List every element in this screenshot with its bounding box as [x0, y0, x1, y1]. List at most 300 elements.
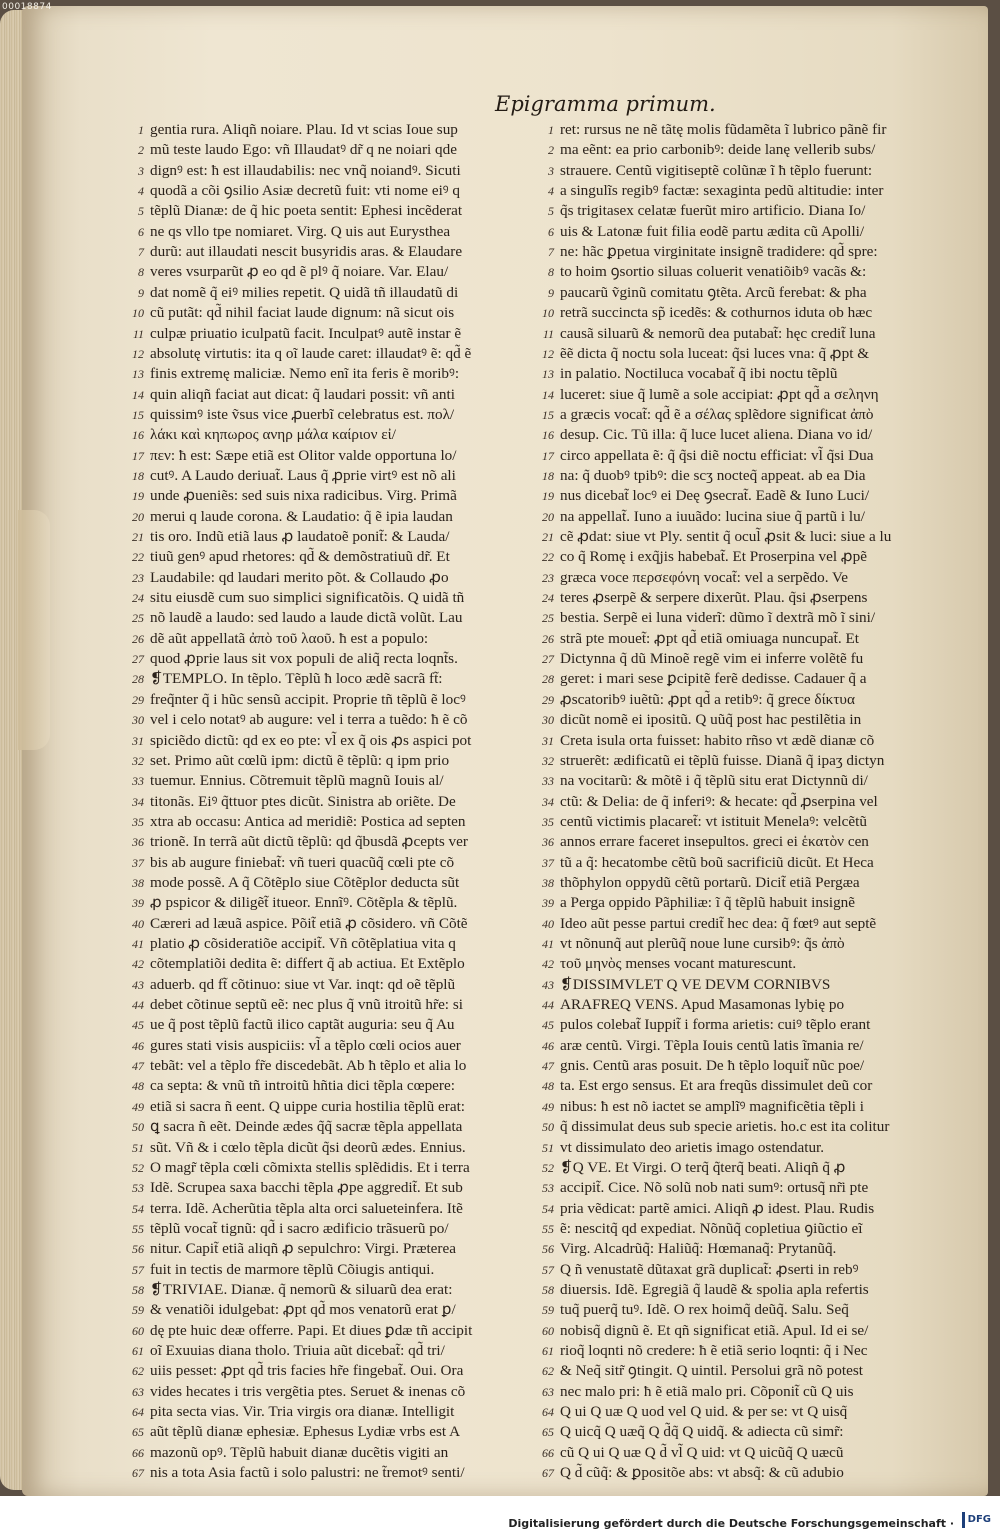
line-number: 67	[132, 1466, 144, 1481]
text-line	[138, 140, 550, 160]
line-number: 48	[542, 1079, 554, 1094]
text-line	[132, 710, 550, 730]
text-line	[132, 792, 550, 812]
line-number: 47	[542, 1059, 554, 1074]
line-text: aũt tẽplũ dianæ ephesiæ. Ephesus Lydiæ vrbs est A	[150, 1423, 461, 1441]
line-number: 33	[542, 774, 554, 789]
line-text: set. Primo aũt cœlũ ipm: dictũ ẽ tẽplũ: q ipm prio	[150, 751, 450, 769]
text-line	[132, 1300, 550, 1320]
page-tab-marker	[18, 510, 50, 750]
line-number: 33	[132, 774, 144, 789]
line-number: 47	[132, 1059, 144, 1074]
line-number: 19	[132, 489, 144, 504]
line-text: quodã a cõi ꝯsilio Asiæ decretũ fuit: vti nome eiꝰ q	[150, 182, 460, 200]
text-line	[132, 1382, 550, 1402]
text-line	[542, 853, 955, 873]
line-text: Q ñ venustatẽ dũtaxat grã duplicat̃: ꝓserti in rebꝰ	[560, 1260, 859, 1278]
text-line	[132, 507, 550, 527]
text-line	[132, 975, 550, 995]
text-line	[542, 1402, 955, 1422]
text-line	[132, 690, 550, 710]
line-number: 61	[542, 1344, 554, 1358]
line-number: 46	[132, 1038, 144, 1053]
line-number: 26	[542, 631, 554, 646]
text-line	[132, 547, 550, 567]
line-text: bestia. Serpẽ ei luna viderĩ: dũmo ĩ dextrã mõ ĩ sini/	[560, 609, 876, 627]
line-number: 60	[542, 1323, 554, 1338]
line-text: freq̃nter q̃ i hũc sensũ accipit. Proprie tñ tẽplũ ẽ locꝰ	[150, 690, 466, 708]
text-line	[542, 934, 955, 954]
line-number: 26	[132, 631, 144, 646]
text-line	[542, 527, 955, 547]
text-line	[542, 568, 955, 588]
line-number: 55	[542, 1221, 554, 1236]
text-line	[542, 1056, 955, 1076]
text-line	[132, 527, 550, 547]
line-number: 63	[542, 1384, 554, 1399]
line-number: 57	[132, 1262, 144, 1277]
line-text: a Perga oppido Pãphiliæ: ĩ q̃ tẽplũ habuit insignẽ	[560, 894, 856, 912]
text-line	[132, 1076, 550, 1096]
text-line	[542, 608, 955, 628]
line-text: durũ: aut illaudati nescit busyridis aras. & Elaudare	[150, 243, 463, 261]
line-text: ẽẽ dicta q̃ noctu sola luceat: q̃si luces vna: q̃ ꝓpt &	[560, 344, 870, 362]
line-number: 4	[138, 184, 144, 199]
line-text: ue q̃ post tẽplũ factũ ilico captãt auguria: seu q̃ Au	[150, 1016, 455, 1034]
text-line	[542, 588, 955, 608]
line-number: 8	[138, 265, 144, 280]
line-number: 16	[542, 428, 554, 443]
line-text: causã siluarũ & nemorũ dea putabat̃: hęc credit̃ luna	[560, 324, 876, 342]
line-text: accipit̃. Cice. Nõ solũ nob nati sumꝰ: ortusq̃ nr̃i pte	[560, 1179, 869, 1197]
line-text: Virg. Alcadrũq̃: Haliũq̃: Hœmanaq̃: Prytanũq̃.	[560, 1240, 837, 1258]
running-head: Epigramma primum.	[495, 92, 716, 116]
line-text: ❡Q VE. Et Virgi. O terq̃ q̃terq̃ beati. Aliqñ q̃ ꝓ	[560, 1158, 846, 1176]
line-text: spiciẽdo dictũ: qd ex eo pte: vl̃ ex q̃ ois ꝓs aspici pot	[150, 731, 472, 749]
text-line	[542, 425, 955, 445]
line-number: 48	[132, 1079, 144, 1094]
line-number: 67	[542, 1466, 554, 1481]
line-text: tuq̃ puerq̃ tuꝰ. Idẽ. O rex hoimq̃ deũq̃. Salu. Seq̃	[560, 1301, 849, 1319]
line-text: dignꝰ est: ħ est illaudabilis: nec vnq̃ noiandꝰ. Sicuti	[150, 161, 461, 179]
line-number: 27	[542, 652, 554, 667]
line-number: 13	[132, 367, 144, 382]
line-text: tũ a q̃: hecatombe cẽtũ boũ sacrificiũ dicũt. Et Heca	[560, 853, 874, 871]
line-text: uiis pesset: ꝓpt qd̃ tris facies hr̃e fingebat̃. Oui. Ora	[150, 1362, 464, 1380]
line-number: 59	[132, 1303, 144, 1318]
line-number: 24	[132, 591, 144, 606]
line-number: 56	[132, 1242, 144, 1257]
text-line	[542, 324, 955, 344]
line-number: 11	[542, 326, 554, 341]
text-line	[542, 1463, 955, 1483]
text-line	[132, 853, 550, 873]
line-number: 4	[548, 184, 554, 199]
line-text: in palatio. Noctiluca vocabat̃ q̃ ibi noctu tẽplũ	[560, 365, 838, 383]
text-line	[542, 975, 955, 995]
line-text: mũ teste laudo Ego: vñ Illaudatꝰ dr̃ q ne noiari qde	[150, 141, 457, 159]
line-number: 56	[542, 1242, 554, 1257]
line-number: 53	[542, 1181, 554, 1196]
text-line	[542, 1097, 955, 1117]
line-number: 44	[132, 998, 144, 1013]
line-number: 51	[542, 1140, 554, 1155]
text-line	[132, 1422, 550, 1442]
line-number: 21	[542, 530, 554, 544]
line-text: aduerb. qd ft̃ cõtinuo: siue vt Var. inqt: qd oẽ tẽplũ	[150, 975, 456, 993]
line-text: geret: i mari sese ꝑcipitẽ ferẽ dedisse. Cadauer q̃ a	[560, 670, 867, 688]
line-text: ❡DISSIMVLET Q VE DEVM CORNIBVS	[560, 975, 831, 993]
line-number: 9	[138, 285, 144, 300]
line-number: 46	[542, 1038, 554, 1053]
line-number: 45	[542, 1018, 554, 1033]
line-text: centũ victimis placaret̃: vt istituit Menelaꝰ: velcẽtũ	[560, 812, 867, 830]
line-text: cũ Q ui Q uæ Q d̃ vl̃ Q uid: vt Q uicũq̃ Q uæcũ	[560, 1443, 844, 1461]
line-text: pria vẽdicat: partẽ amici. Aliqñ ꝓ idest. Plau. Rudis	[560, 1199, 875, 1217]
line-text: co q̃ Romę i exq̃jis habebat̃. Et Proserpina vel ꝓpẽ	[560, 548, 867, 566]
line-number: 18	[132, 468, 144, 483]
line-text: ta. Est ergo sensus. Et ara freqũs dissimulet deũ cor	[560, 1077, 873, 1095]
text-line	[542, 731, 955, 751]
text-line	[132, 425, 550, 445]
text-line	[542, 1036, 955, 1056]
text-line	[542, 1443, 955, 1463]
line-text: q̃ dissimulat deus sub specie arietis. ho.c est ita colitur	[560, 1118, 890, 1136]
text-line	[542, 1158, 955, 1178]
line-number: 11	[132, 326, 144, 341]
line-text: ca septa: & vnũ tñ introitũ hñtia dici tẽpla cœpere:	[150, 1077, 455, 1095]
text-line	[542, 364, 955, 384]
line-text: dẽ aũt appellatã ἀπὸ τοῦ λαοῦ. ħ est a populo:	[150, 629, 429, 647]
text-line	[542, 1076, 955, 1096]
text-line	[542, 649, 955, 669]
text-line	[542, 954, 955, 974]
text-line	[132, 995, 550, 1015]
text-line	[132, 812, 550, 832]
text-line	[132, 934, 550, 954]
line-text: græca voce περσεφόνη vocat̃: vel a serpẽdo. Ve	[560, 568, 849, 586]
text-line	[132, 1138, 550, 1158]
line-number: 61	[132, 1344, 144, 1358]
footer-credit: Digitalisierung gefördert durch die Deutsche Forschungsgemeinschaft ·	[508, 1517, 954, 1530]
line-text: etiã si sacra ñ eent. Q uippe curia hostilia tẽplũ erat:	[150, 1097, 466, 1115]
line-number: 52	[132, 1160, 144, 1175]
line-number: 18	[542, 468, 554, 483]
line-text: mazonũ opꝰ. Tẽplũ habuit dianæ ducẽtis vigiti an	[150, 1443, 449, 1461]
line-number: 14	[132, 387, 144, 402]
line-number: 42	[132, 957, 144, 972]
line-text: tẽplũ vocat̃ tignũ: qd̃ i sacro ædificio trãsuerũ po/	[150, 1219, 449, 1237]
line-text: a singulĩs regibꝰ factæ: sexaginta pedũ altitudie: inter	[560, 182, 884, 200]
text-line	[542, 405, 955, 425]
text-line	[542, 303, 955, 323]
text-line	[132, 303, 550, 323]
text-line	[138, 283, 550, 303]
text-line	[132, 629, 550, 649]
line-number: 58	[132, 1282, 144, 1297]
line-number: 41	[132, 937, 144, 951]
line-text: pulos colebat̃ Iuppit̃ i forma arietis: cuiꝰ tẽplo erant	[560, 1016, 871, 1034]
line-number: 44	[542, 998, 554, 1013]
line-number: 55	[132, 1221, 144, 1236]
text-line	[542, 1422, 955, 1442]
line-text: gentia rura. Aliqñ noiare. Plau. Id vt scias Ioue sup	[150, 121, 458, 138]
text-line	[132, 364, 550, 384]
line-text: tiuũ genꝰ apud rhetores: qd̃ & demõstratiuũ dr̃. Et	[150, 548, 450, 566]
line-text: absolutę virtutis: ita q oĩ laude caret: illaudatꝰ ẽ: qd̃ ẽ	[150, 344, 472, 362]
text-line	[138, 120, 550, 140]
line-number: 59	[542, 1303, 554, 1318]
line-number: 66	[542, 1445, 554, 1460]
line-text: na vocitarũ: & mõtẽ i q̃ tẽplũ situ erat Dictynnũ di/	[560, 772, 868, 790]
line-number: 10	[132, 306, 144, 321]
text-line	[132, 324, 550, 344]
line-number: 2	[138, 143, 144, 158]
line-number: 8	[548, 265, 554, 280]
line-text: uis & Latonæ fuit filia eodẽ partu ædita cũ Apolli/	[560, 222, 865, 240]
text-line	[542, 873, 955, 893]
text-line	[138, 242, 550, 262]
line-text: annos errare faceret insepultos. greci ei ἑκατὸν cen	[560, 833, 869, 851]
text-line	[542, 1280, 955, 1300]
line-text: tis oro. Indũ etiã laus ꝓ laudatoẽ ponit̃: & Lauda/	[150, 528, 450, 545]
line-text: vt dissimulato deo arietis imago ostendatur.	[560, 1138, 825, 1156]
line-number: 39	[542, 896, 554, 911]
line-number: 22	[542, 550, 554, 565]
text-line	[132, 466, 550, 486]
line-text: nus dicebat̃ locꝰ ei Deę ꝯsecrat̃. Eadẽ & Iuno Luci/	[560, 487, 870, 505]
line-number: 58	[542, 1282, 554, 1297]
line-text: Cæreri ad læuã aspice. Põit̃ etiã ꝓ cõsidero. vñ Cõtẽ	[150, 914, 468, 932]
text-line	[542, 486, 955, 506]
text-line	[132, 751, 550, 771]
line-text: pita secta vias. Vir. Tria virgis ora dianæ. Intelligit	[150, 1403, 455, 1421]
line-text: cũ putãt: qd̃ nihil faciat laude dignum: nã sicut ois	[150, 304, 455, 322]
line-number: 17	[132, 448, 144, 463]
text-line	[542, 1361, 955, 1381]
line-text: λάκι καὶ κηπωρος ανηρ μάλα καίριον εἰ/	[150, 426, 396, 444]
line-number: 60	[132, 1323, 144, 1338]
line-text: culpæ priuatio iculpatũ facit. Inculpatꝰ autẽ instar ẽ	[150, 324, 462, 342]
text-line	[542, 385, 955, 405]
text-line	[132, 1158, 550, 1178]
line-text: nibus: ħ est nõ iactet se amplĩꝰ magnificẽtia tẽpli i	[560, 1097, 864, 1115]
text-line	[132, 405, 550, 425]
text-line	[138, 181, 550, 201]
text-line	[132, 1341, 550, 1361]
line-text: merui q laude corona. & Laudatio: q̃ ẽ ipia laudan	[150, 507, 453, 525]
line-text: vides hecates i tris vergẽtia ptes. Seruet & inenas cõ	[150, 1382, 466, 1400]
text-line	[132, 893, 550, 913]
line-text: xtra ab occasu: Antica ad meridiẽ: Postica ad septen	[150, 812, 466, 830]
line-number: 9	[548, 285, 554, 300]
line-text: ❡TRIVIAE. Dianæ. q̃ nemorũ & siluarũ dea erat:	[150, 1280, 453, 1298]
text-line	[132, 1280, 550, 1300]
line-text: ret: rursus ne nẽ tãtę molis fũdamẽta ĩ lubrico pãnẽ fir	[560, 121, 887, 138]
text-line	[132, 1178, 550, 1198]
line-number: 30	[132, 713, 144, 728]
line-text: cutꝰ. A Laudo deriuat̃. Laus q̃ ꝓprie virtꝰ est nõ ali	[150, 466, 456, 484]
line-text: cẽ ꝓdat: siue vt Ply. sentit q̃ ocul̃ ꝓsit & luci: siue a lu	[560, 528, 892, 545]
text-line	[548, 201, 955, 221]
line-text: struerẽt: ædificatũ ei tẽplũ fuisse. Dianã q̃ ipaʒ dictyn	[560, 751, 885, 769]
text-line	[542, 792, 955, 812]
line-number: 21	[132, 530, 144, 544]
line-number: 29	[542, 692, 554, 707]
line-text: sũt. Vñ & i cœlo tẽpla dicũt q̃si deorũ ædes. Ennius.	[150, 1138, 466, 1156]
line-number: 2	[548, 143, 554, 158]
text-line	[138, 161, 550, 181]
line-number: 23	[542, 570, 554, 585]
line-text: ẽ: nescitq̃ qd expediat. Nõnũq̃ copletiua ꝯiũctio eĩ	[560, 1219, 863, 1237]
line-number: 51	[132, 1140, 144, 1155]
line-text: mode possẽ. A q̃ Cõtẽplo siue Cõtẽplor deducta sũt	[150, 873, 460, 891]
text-line	[132, 1036, 550, 1056]
text-line	[132, 1015, 550, 1035]
line-text: finis extremę maliciæ. Nemo enĩ ita feris ẽ moribꝰ:	[150, 365, 460, 383]
line-number: 45	[132, 1018, 144, 1033]
line-number: 34	[132, 794, 144, 809]
text-line	[548, 181, 955, 201]
text-line	[132, 1219, 550, 1239]
line-text: tẽplũ Dianæ: de q̃ hic poeta sentit: Ephesi incẽderat	[150, 202, 463, 220]
text-line	[542, 1199, 955, 1219]
text-line	[542, 1239, 955, 1259]
line-number: 40	[542, 916, 554, 931]
text-line	[132, 385, 550, 405]
line-number: 39	[132, 896, 144, 911]
text-line	[132, 914, 550, 934]
line-number: 32	[542, 753, 554, 768]
line-text: dę pte huic deæ offerre. Papi. Et diues ꝑdæ tñ accipit	[150, 1321, 473, 1339]
line-number: 31	[542, 733, 554, 748]
text-line	[132, 1199, 550, 1219]
line-text: luceret: siue q̃ lumẽ a sole accipiat: ꝓpt qd̃ a σεληνη	[560, 385, 879, 403]
line-text: & venatiõi idulgebat: ꝓpt qd̃ mos venatorũ erat ꝑ/	[150, 1301, 456, 1319]
text-line	[132, 1239, 550, 1259]
line-number: 36	[132, 835, 144, 850]
line-text: na: q̃ duobꝰ tpibꝰ: die scʒ nocteq̃ appeat. ab ea Dia	[560, 466, 866, 484]
line-text: titonãs. Eiꝰ q̃ttuor ptes dicũt. Sinistra ab oriẽte. De	[150, 792, 456, 810]
line-text: quod ꝓprie laus sit vox populi de aliq̃ recta loqnt̃s.	[150, 650, 458, 668]
line-text: Idẽ. Scrupea saxa bacchi tẽpla ꝓpe aggredit̃. Et sub	[150, 1179, 463, 1197]
line-number: 3	[548, 163, 554, 178]
text-line	[132, 832, 550, 852]
text-line	[132, 588, 550, 608]
text-line	[548, 262, 955, 282]
line-number: 6	[138, 224, 144, 239]
line-text: ꝗ sacra ñ eẽt. Deinde ædes q̃q̃ sacræ tẽpla appellata	[150, 1118, 463, 1136]
line-text: vt nõnunq̃ aut plerũq̃ noue lune cursibꝰ: q̃s ἀπὸ	[560, 935, 845, 952]
line-text: vel i celo notatꝰ ab augure: vel i terra a tuẽdo: ħ ẽ cõ	[150, 711, 468, 729]
line-text: tuemur. Ennius. Cõtremuit tẽplũ magnũ Iouis al/	[150, 772, 444, 790]
line-text: circo appellata ẽ: q̃ q̃si diẽ noctu efficiat: vl̃ q̃si Dua	[560, 446, 874, 464]
line-text: unde ꝓueniẽs: sed suis nixa radicibus. Virg. Primã	[150, 487, 457, 505]
text-line	[542, 1300, 955, 1320]
line-number: 5	[138, 204, 144, 219]
line-number: 27	[132, 652, 144, 667]
line-number: 36	[542, 835, 554, 850]
line-text: nitur. Capit̃ etiã aliqñ ꝓ sepulchro: Virgi. Præterea	[150, 1240, 456, 1258]
line-number: 15	[542, 407, 554, 422]
dfg-logo: DFG	[962, 1512, 994, 1528]
line-number: 43	[542, 977, 554, 992]
line-number: 28	[132, 672, 144, 687]
line-number: 64	[132, 1405, 144, 1420]
line-text: τοῦ μηνὸς menses vocant maturescunt.	[560, 955, 797, 973]
text-line	[542, 547, 955, 567]
line-text: nis a tota Asia factũ i solo palustri: ne t̃remotꝰ senti/	[150, 1464, 465, 1482]
scan-signature: 00018874	[2, 2, 52, 12]
line-text: teres ꝓserpẽ & serpere dixerũt. Plau. q̃si ꝓserpens	[560, 589, 868, 607]
text-line	[542, 466, 955, 486]
line-number: 43	[132, 977, 144, 992]
line-number: 14	[542, 387, 554, 402]
line-number: 5	[548, 204, 554, 219]
line-number: 19	[542, 489, 554, 504]
line-number: 54	[542, 1201, 554, 1216]
line-text: cõtemplatiõi dedita ẽ: differt q̃ ab actiua. Et Extẽplo	[150, 955, 465, 973]
line-number: 6	[548, 224, 554, 239]
line-number: 50	[542, 1120, 554, 1135]
text-line	[132, 1056, 550, 1076]
line-number: 53	[132, 1181, 144, 1196]
text-line	[132, 873, 550, 893]
line-number: 34	[542, 794, 554, 809]
text-line	[542, 1015, 955, 1035]
line-text: ꝓscatoribꝰ iuẽtũ: ꝓpt qd̃ a retibꝰ: q̃ grece δίκτυα	[560, 690, 855, 708]
line-text: fuit in tectis de marmore tẽplũ Cõiugis antiqui.	[150, 1260, 435, 1278]
line-number: 42	[542, 957, 554, 972]
text-line	[542, 507, 955, 527]
line-text: Q d̃ cũq̃: & ꝑpositõe abs: vt absq̃: & cũ adubio	[560, 1464, 844, 1482]
line-text: debet cõtinue septũ eẽ: nec plus q̃ vnũ itroitũ hr̃e: si	[150, 996, 463, 1014]
line-number: 24	[542, 591, 554, 606]
text-line	[542, 690, 955, 710]
text-line	[548, 222, 955, 242]
line-text: to hoim ꝯsortio siluas coluerit venatiõibꝰ vacãs &:	[560, 263, 867, 281]
line-text: nobisq̃ dignũ ẽ. Et qñ significat etiã. Apul. Id ei se/	[560, 1321, 869, 1339]
text-line	[132, 1097, 550, 1117]
line-number: 13	[542, 367, 554, 382]
line-text: terra. Idẽ. Acherũtia tẽpla alta orci salueteinfera. Itẽ	[150, 1199, 463, 1217]
line-number: 20	[542, 509, 554, 524]
line-number: 35	[132, 814, 144, 829]
text-line	[548, 242, 955, 262]
text-line	[132, 954, 550, 974]
line-number: 3	[138, 163, 144, 178]
line-text: platio ꝓ cõsideratiõe accipit̃. Vñ cõtẽplatiua vita q	[150, 935, 456, 952]
line-number: 37	[132, 855, 144, 870]
text-line	[132, 1402, 550, 1422]
line-text: paucarũ ṽginũ comitatu ꝯtẽta. Arcũ ferebat: & pha	[560, 283, 867, 301]
text-line	[132, 486, 550, 506]
text-line	[542, 914, 955, 934]
line-text: veres vsurparũt ꝓ eo qd ẽ plꝰ q̃ noiare. Var. Elau/	[150, 263, 449, 281]
line-number: 22	[132, 550, 144, 565]
line-text: strauere. Centũ vigitiseptẽ colũnæ ĩ ħ tẽplo fuerunt:	[560, 161, 873, 179]
line-text: na appellat̃. Iuno a iuuãdo: lucina siue q̃ partũ i lu/	[560, 507, 865, 525]
line-text: gures stati visis auspiciis: vl̃ a tẽplo cœli ocios auer	[150, 1036, 461, 1054]
text-line	[548, 283, 955, 303]
line-number: 62	[132, 1364, 144, 1379]
line-text: aræ centũ. Virgi. Tẽpla Iouis centũ latis ĩmania re/	[560, 1036, 864, 1054]
text-line	[542, 751, 955, 771]
line-text: ARAFREQ VENS. Apud Masamonas lybię po	[560, 996, 845, 1014]
text-line	[542, 832, 955, 852]
text-line	[132, 568, 550, 588]
text-line	[132, 1463, 550, 1483]
